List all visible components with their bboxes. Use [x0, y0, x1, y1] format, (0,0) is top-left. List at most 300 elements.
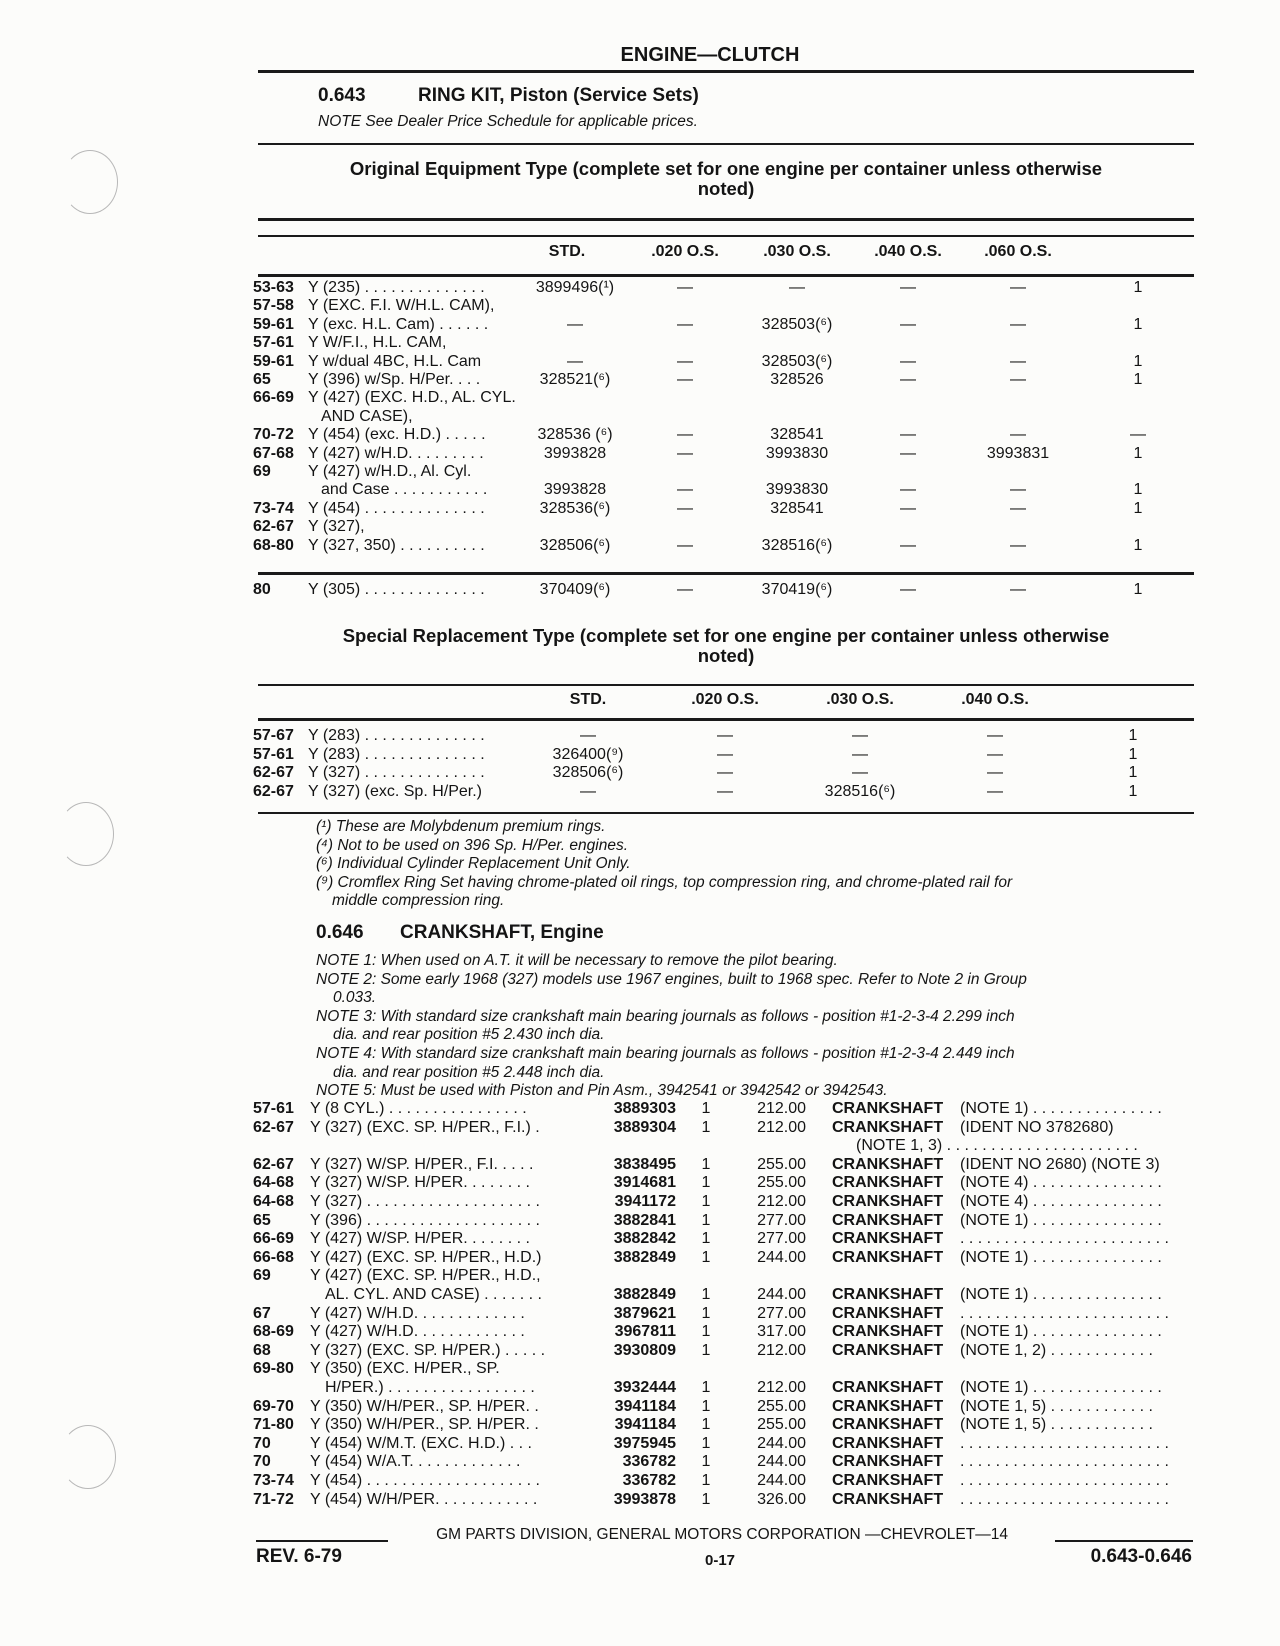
oe-c030: 3993830	[765, 444, 829, 462]
sr-std: 326400(⁹)	[552, 745, 624, 763]
crank-part-name: CRANKSHAFT	[832, 1100, 944, 1117]
oe-col-header: .020 O.S.	[651, 243, 719, 260]
sr-c020: —	[717, 745, 733, 763]
oe-c030: 328503(⁶)	[761, 315, 833, 333]
crank-part-number: 3932444	[613, 1379, 676, 1396]
crank-remark: (NOTE 1) . . . . . . . . . . . . . . .	[960, 1100, 1162, 1117]
crank-year: 62-67	[253, 1155, 294, 1173]
price-note: NOTE See Dealer Price Schedule for applicable prices.	[318, 113, 698, 130]
sr-std: —	[580, 782, 596, 800]
oe-c020: —	[677, 499, 693, 517]
crank-remark: (NOTE 1) . . . . . . . . . . . . . . .	[960, 1248, 1162, 1266]
crank-year: 66-68	[253, 1248, 294, 1266]
crank-description: Y (350) (EXC. H/PER., SP.	[310, 1360, 500, 1378]
sr-qty: 1	[1128, 764, 1138, 782]
crank-remark: . . . . . . . . . . . . . . . . . . . . . . . .	[960, 1490, 1169, 1508]
oe-c060: —	[1010, 536, 1026, 554]
oe-year: 57-61	[253, 334, 294, 352]
crank-note: NOTE 4: With standard size crankshaft main bearing journals as follows - position #1-2-3-4 2.449 inch	[316, 1045, 1015, 1062]
oe-year: 53-63	[253, 279, 294, 296]
crank-part-number: 3941184	[614, 1397, 676, 1415]
sr-c040: —	[987, 727, 1003, 744]
sr-year: 62-67	[253, 782, 294, 800]
sr-col-header: .040 O.S.	[961, 691, 1029, 708]
oe-description: Y (427) w/H.D., Al. Cyl.	[308, 463, 472, 480]
crank-description: Y (427) W/H.D. . . . . . . . . . . . .	[310, 1323, 525, 1341]
crank-qty: 1	[701, 1304, 711, 1322]
crank-price: 317.00	[757, 1323, 806, 1341]
crank-description: AL. CYL. AND CASE) . . . . . . .	[325, 1286, 542, 1303]
oe-c040: —	[900, 315, 916, 333]
binder-hole-bottom	[60, 1425, 116, 1489]
crank-part-name: CRANKSHAFT	[832, 1118, 944, 1136]
crank-description: H/PER.) . . . . . . . . . . . . . . . . .	[325, 1379, 535, 1396]
oe-c040: —	[900, 581, 916, 598]
oe-year: 66-69	[253, 389, 294, 407]
crank-price: 244.00	[757, 1453, 806, 1471]
sr-qty: 1	[1128, 782, 1138, 800]
crank-qty: 1	[701, 1211, 711, 1229]
oe-c030: 370419(⁶)	[761, 581, 833, 598]
sr-c040: —	[987, 764, 1003, 782]
oe-description: Y (454) . . . . . . . . . . . . . .	[308, 499, 485, 517]
crank-description: Y (327) (EXC. SP. H/PER., F.I.) .	[310, 1118, 540, 1136]
oe-mid-rule	[258, 235, 1194, 237]
crank-price: 212.00	[757, 1100, 806, 1117]
oe-description: Y (396) w/Sp. H/Per. . . .	[308, 371, 481, 388]
oe-std: 328536 (⁶)	[537, 426, 613, 444]
crank-part-name: CRANKSHAFT	[832, 1453, 944, 1471]
crank-part-number: 3993878	[613, 1490, 676, 1508]
crank-part-name: CRANKSHAFT	[832, 1416, 944, 1434]
oe-std: 328536(⁶)	[539, 499, 611, 517]
oe-description: Y (exc. H.L. Cam) . . . . . .	[308, 315, 489, 333]
footer-publisher: GM PARTS DIVISION, GENERAL MOTORS CORPORATION —CHEVROLET—14	[436, 1526, 1008, 1543]
oe-description: Y (454) (exc. H.D.) . . . . .	[308, 426, 486, 444]
crank-remark: (IDENT NO 2680) (NOTE 3)	[960, 1155, 1160, 1173]
crank-qty: 1	[701, 1490, 711, 1508]
oe-last-row-rule	[258, 572, 1194, 575]
oe-title-line2: noted)	[697, 178, 755, 199]
oe-qty: 1	[1133, 279, 1143, 296]
sr-year: 57-61	[253, 745, 294, 763]
crank-year: 67	[253, 1304, 271, 1322]
crank-remark: (NOTE 1) . . . . . . . . . . . . . . .	[960, 1379, 1162, 1396]
crank-part-number: 3882849	[613, 1248, 676, 1266]
oe-c040: —	[900, 481, 916, 499]
crank-price: 244.00	[757, 1434, 806, 1452]
footnote: (⁶) Individual Cylinder Replacement Unit Only.	[316, 855, 631, 872]
crank-qty: 1	[701, 1155, 711, 1173]
crank-qty: 1	[701, 1453, 711, 1471]
crank-description: Y (454) W/H/PER. . . . . . . . . . . .	[310, 1490, 538, 1508]
crank-part-number: 336782	[622, 1453, 676, 1471]
crank-qty: 1	[701, 1193, 711, 1210]
oe-description: Y W/F.I., H.L. CAM,	[308, 334, 447, 352]
sr-c020: —	[717, 782, 733, 800]
crank-qty: 1	[701, 1341, 711, 1359]
oe-c060: —	[1010, 581, 1026, 598]
crank-remark: (NOTE 1) . . . . . . . . . . . . . . .	[960, 1323, 1162, 1341]
crank-qty: 1	[701, 1323, 711, 1341]
crank-part-name: CRANKSHAFT	[832, 1286, 944, 1303]
crank-remark: (NOTE 1) . . . . . . . . . . . . . . .	[960, 1286, 1162, 1303]
crank-part-number: 3882842	[613, 1230, 676, 1248]
oe-c040: —	[900, 371, 916, 388]
oe-c020: —	[677, 481, 693, 499]
crank-price: 244.00	[757, 1248, 806, 1266]
crank-part-name: CRANKSHAFT	[832, 1490, 944, 1508]
group-title: RING KIT, Piston (Service Sets)	[418, 85, 699, 106]
sr-std: —	[580, 727, 596, 744]
oe-qty: 1	[1133, 315, 1143, 333]
crank-year: 71-80	[253, 1416, 294, 1434]
crank-part-number: 3889303	[613, 1100, 676, 1117]
oe-c030: 328541	[770, 426, 824, 444]
oe-description: Y (305) . . . . . . . . . . . . . .	[308, 581, 485, 598]
crank-year: 68-69	[253, 1323, 294, 1341]
oe-description: Y (327),	[308, 518, 365, 536]
oe-qty: 1	[1133, 444, 1143, 462]
footnote: (⁴) Not to be used on 396 Sp. H/Per. engines.	[316, 836, 629, 854]
crank-part-number: 3914681	[613, 1174, 676, 1192]
crank-year: 69-70	[253, 1397, 294, 1415]
crank-qty: 1	[701, 1248, 711, 1266]
crank-qty: 1	[701, 1472, 711, 1489]
sr-description: Y (283) . . . . . . . . . . . . . .	[308, 745, 485, 763]
oe-year: 70-72	[253, 426, 294, 444]
crank-year: 65	[253, 1211, 271, 1229]
oe-description: Y w/dual 4BC, H.L. Cam	[308, 352, 482, 370]
crank-qty: 1	[701, 1100, 711, 1117]
crank-description: Y (427) (EXC. SP. H/PER., H.D.)	[310, 1248, 542, 1266]
oe-qty: 1	[1133, 481, 1143, 499]
crank-note: 0.033.	[333, 989, 377, 1007]
sr-c020: —	[717, 764, 733, 782]
oe-c030: 328516(⁶)	[761, 536, 833, 554]
crank-group-number: 0.646	[316, 922, 364, 943]
oe-c020: —	[677, 371, 693, 388]
crank-qty: 1	[701, 1434, 711, 1452]
oe-c030: 3993830	[765, 481, 829, 499]
crank-part-name: CRANKSHAFT	[832, 1434, 944, 1452]
oe-year: 80	[253, 581, 271, 598]
oe-header-rule	[258, 274, 1194, 277]
oe-year: 69	[253, 463, 271, 480]
sr-description: Y (283) . . . . . . . . . . . . . .	[308, 727, 485, 744]
crank-remark: . . . . . . . . . . . . . . . . . . . . . . . .	[960, 1230, 1169, 1248]
crank-price: 277.00	[757, 1230, 806, 1248]
oe-top-rule	[258, 218, 1194, 221]
oe-c060: —	[1010, 371, 1026, 388]
oe-c060: —	[1010, 352, 1026, 370]
sr-qty: 1	[1128, 727, 1138, 744]
oe-description: Y (EXC. F.I. W/H.L. CAM),	[308, 297, 495, 315]
crank-remark: . . . . . . . . . . . . . . . . . . . . . . . .	[960, 1472, 1169, 1489]
oe-year: 67-68	[253, 444, 294, 462]
crank-description: Y (8 CYL.) . . . . . . . . . . . . . . . .	[310, 1100, 527, 1117]
sr-description: Y (327) (exc. Sp. H/Per.)	[308, 782, 482, 800]
oe-c020: —	[677, 426, 693, 444]
crank-year: 69	[253, 1267, 271, 1285]
sr-c040: —	[987, 745, 1003, 763]
oe-col-header: .040 O.S.	[874, 243, 942, 260]
footer-page-number: 0-17	[704, 1552, 736, 1569]
crank-remark: (NOTE 1, 5) . . . . . . . . . . . .	[960, 1416, 1153, 1434]
oe-year: 65	[253, 371, 271, 388]
crank-part-name: CRANKSHAFT	[832, 1174, 944, 1192]
binder-hole-middle	[58, 802, 114, 866]
oe-std: 3993828	[543, 444, 607, 462]
oe-year: 68-80	[253, 536, 294, 554]
oe-c040: —	[900, 279, 916, 296]
section-rule	[258, 143, 1194, 145]
crank-remark: (NOTE 1) . . . . . . . . . . . . . . .	[960, 1211, 1162, 1229]
sr-c030: 328516(⁶)	[824, 782, 896, 800]
crank-price: 255.00	[757, 1397, 806, 1415]
oe-c040: —	[900, 426, 916, 444]
sr-year: 62-67	[253, 764, 294, 782]
crank-remark: (NOTE 1, 2) . . . . . . . . . . . .	[960, 1341, 1153, 1359]
sr-description: Y (327) . . . . . . . . . . . . . .	[308, 764, 485, 782]
crank-price: 244.00	[757, 1286, 806, 1303]
sr-c030: —	[852, 727, 868, 744]
crank-part-number: 3879621	[613, 1304, 676, 1322]
crank-note: NOTE 1: When used on A.T. it will be necessary to remove the pilot bearing.	[316, 952, 838, 969]
sr-header-rule	[258, 718, 1194, 721]
oe-c040: —	[900, 444, 916, 462]
oe-description: Y (427) w/H.D. . . . . . . . .	[308, 444, 484, 462]
oe-title-line1: Original Equipment Type (complete set for one engine per container unless otherwise	[349, 158, 1103, 179]
oe-std: 3993828	[543, 481, 607, 499]
crank-qty: 1	[701, 1379, 711, 1396]
crank-qty: 1	[701, 1397, 711, 1415]
footer-revision: REV. 6-79	[256, 1546, 342, 1567]
crank-qty: 1	[701, 1174, 711, 1192]
oe-c020: —	[677, 315, 693, 333]
oe-c060: 3993831	[986, 444, 1050, 462]
crank-year: 57-61	[253, 1100, 294, 1117]
oe-col-header: STD.	[548, 243, 586, 260]
crank-description: Y (327) W/SP. H/PER., F.I. . . . .	[310, 1155, 534, 1173]
crank-description: Y (427) W/H.D. . . . . . . . . . . . .	[310, 1304, 525, 1322]
crank-year: 70	[253, 1453, 271, 1471]
crank-part-name: CRANKSHAFT	[832, 1341, 944, 1359]
footnote: middle compression ring.	[332, 892, 505, 909]
crank-year: 70	[253, 1434, 271, 1452]
group-number: 0.643	[318, 85, 366, 106]
crank-part-name: CRANKSHAFT	[832, 1397, 944, 1415]
crank-year: 62-67	[253, 1118, 294, 1136]
oe-std: 370409(⁶)	[539, 581, 611, 598]
crank-note: NOTE 3: With standard size crankshaft main bearing journals as follows - position #1-2-3-4 2.299 inch	[316, 1007, 1015, 1025]
oe-description: Y (327, 350) . . . . . . . . . .	[308, 536, 485, 554]
sr-c020: —	[717, 727, 733, 744]
crank-price: 212.00	[757, 1379, 806, 1396]
crank-description: Y (427) W/SP. H/PER. . . . . . . .	[310, 1230, 530, 1248]
crank-year: 64-68	[253, 1193, 294, 1210]
sr-c040: —	[987, 782, 1003, 800]
crank-part-name: CRANKSHAFT	[832, 1472, 944, 1489]
sr-col-header: STD.	[569, 691, 607, 708]
crank-part-number: 3889304	[613, 1118, 676, 1136]
crank-part-number: 3838495	[613, 1155, 676, 1173]
oe-std: 328506(⁶)	[539, 536, 611, 554]
crank-description: Y (427) (EXC. SP. H/PER., H.D.,	[310, 1267, 541, 1285]
crank-price: 277.00	[757, 1211, 806, 1229]
crank-description: Y (350) W/H/PER., SP. H/PER. .	[310, 1416, 539, 1434]
oe-c020: —	[677, 279, 693, 296]
crank-price: 212.00	[757, 1118, 806, 1136]
crank-group-title: CRANKSHAFT, Engine	[400, 922, 604, 943]
crank-part-name: CRANKSHAFT	[832, 1193, 944, 1210]
oe-c030: —	[789, 279, 805, 296]
crank-note: dia. and rear position #5 2.430 inch dia.	[333, 1026, 605, 1044]
crank-description: Y (327) W/SP. H/PER. . . . . . . .	[310, 1174, 530, 1192]
crank-part-number: 3930809	[613, 1341, 676, 1359]
sr-title-line1: Special Replacement Type (complete set for one engine per container unless otherwise	[342, 625, 1110, 646]
oe-qty: 1	[1133, 371, 1143, 388]
oe-col-header: .030 O.S.	[763, 243, 831, 260]
crank-part-name: CRANKSHAFT	[832, 1304, 944, 1322]
oe-c040: —	[900, 352, 916, 370]
crank-part-number: 3941184	[614, 1416, 676, 1434]
header-rule	[258, 70, 1194, 73]
binder-hole-top	[62, 150, 118, 214]
oe-qty: 1	[1133, 581, 1143, 598]
crank-remark: (NOTE 1, 5) . . . . . . . . . . . .	[960, 1397, 1153, 1415]
crank-description: Y (327) (EXC. SP. H/PER.) . . . . .	[310, 1341, 546, 1359]
crank-description: Y (350) W/H/PER., SP. H/PER. .	[310, 1397, 539, 1415]
crank-part-number: 3882849	[613, 1286, 676, 1303]
crank-part-number: 3941172	[614, 1193, 676, 1210]
crank-remark: (NOTE 1, 3) . . . . . . . . . . . . . . . . . . . . . .	[856, 1137, 1138, 1155]
section-header: ENGINE—CLUTCH	[620, 44, 800, 66]
crank-qty: 1	[701, 1416, 711, 1434]
crank-description: Y (327) . . . . . . . . . . . . . . . . . . . .	[310, 1193, 540, 1210]
crank-part-name: CRANKSHAFT	[832, 1379, 944, 1396]
crank-part-name: CRANKSHAFT	[832, 1248, 944, 1266]
crank-part-number: 3882841	[613, 1211, 676, 1229]
oe-year: 73-74	[253, 499, 294, 517]
footer-group-range: 0.643-0.646	[1090, 1546, 1192, 1567]
sr-bottom-rule	[258, 812, 1194, 814]
crank-year: 66-69	[253, 1230, 294, 1248]
crank-qty: 1	[701, 1118, 711, 1136]
crank-price: 212.00	[757, 1193, 806, 1210]
oe-c030: 328526	[770, 371, 824, 388]
crank-note: NOTE 2: Some early 1968 (327) models use 1967 engines, built to 1968 spec. Refer to Note 2 in Group	[316, 970, 1027, 988]
crank-price: 255.00	[757, 1155, 806, 1173]
oe-col-header: .060 O.S.	[984, 243, 1052, 260]
footnote: (¹) These are Molybdenum premium rings.	[316, 818, 606, 835]
crank-description: Y (454) . . . . . . . . . . . . . . . . . . . .	[310, 1472, 540, 1489]
oe-qty: 1	[1133, 536, 1143, 554]
crank-part-name: CRANKSHAFT	[832, 1155, 944, 1173]
oe-c030: 328541	[770, 499, 824, 517]
oe-c020: —	[677, 581, 693, 598]
footer-rule-left	[256, 1540, 388, 1542]
footnote: (⁹) Cromflex Ring Set having chrome-plated oil rings, top compression ring, and chrome-plated rail for	[316, 873, 1013, 891]
crank-description: Y (454) W/A.T. . . . . . . . . . . . .	[310, 1453, 521, 1471]
crank-price: 255.00	[757, 1416, 806, 1434]
oe-description: and Case . . . . . . . . . . .	[321, 481, 488, 499]
oe-c020: —	[677, 536, 693, 554]
oe-c060: —	[1010, 499, 1026, 517]
crank-note: dia. and rear position #5 2.448 inch dia.	[333, 1063, 605, 1081]
oe-year: 57-58	[253, 297, 294, 315]
sr-year: 57-67	[253, 727, 294, 744]
sr-c030: —	[852, 745, 868, 763]
oe-c060: —	[1010, 315, 1026, 333]
crank-part-number: 3967811	[614, 1323, 676, 1341]
crank-part-name: CRANKSHAFT	[832, 1211, 944, 1229]
oe-c030: 328503(⁶)	[761, 352, 833, 370]
oe-description: Y (427) (EXC. H.D., AL. CYL.	[308, 389, 516, 407]
crank-year: 68	[253, 1341, 271, 1359]
oe-qty: 1	[1133, 352, 1143, 370]
sr-std: 328506(⁶)	[552, 764, 624, 782]
sr-title-line2: noted)	[697, 645, 755, 666]
oe-qty: —	[1130, 426, 1146, 444]
crank-remark: (NOTE 4) . . . . . . . . . . . . . . .	[960, 1174, 1162, 1192]
oe-c040: —	[900, 499, 916, 517]
crank-year: 73-74	[253, 1472, 294, 1489]
oe-std: —	[567, 315, 583, 333]
sr-qty: 1	[1128, 745, 1138, 763]
crank-price: 212.00	[757, 1341, 806, 1359]
crank-remark: . . . . . . . . . . . . . . . . . . . . . . . .	[960, 1434, 1169, 1452]
sr-c030: —	[852, 764, 868, 782]
crank-description: Y (396) . . . . . . . . . . . . . . . . . . . .	[310, 1211, 540, 1229]
oe-c060: —	[1010, 279, 1026, 296]
oe-c020: —	[677, 352, 693, 370]
oe-std: 328521(⁶)	[539, 371, 611, 388]
crank-price: 255.00	[757, 1174, 806, 1192]
crank-part-name: CRANKSHAFT	[832, 1230, 944, 1248]
oe-year: 59-61	[253, 352, 294, 370]
oe-c060: —	[1010, 426, 1026, 444]
crank-price: 277.00	[757, 1304, 806, 1322]
sr-col-header: .020 O.S.	[691, 691, 759, 708]
oe-qty: 1	[1133, 499, 1143, 517]
crank-remark: (IDENT NO 3782680)	[960, 1118, 1114, 1136]
crank-price: 326.00	[757, 1490, 806, 1508]
crank-year: 71-72	[253, 1490, 294, 1508]
crank-part-name: CRANKSHAFT	[832, 1323, 944, 1341]
oe-year: 59-61	[253, 315, 294, 333]
footer-rule-right	[1055, 1540, 1193, 1542]
oe-c020: —	[677, 444, 693, 462]
crank-description: Y (454) W/M.T. (EXC. H.D.) . . .	[310, 1434, 532, 1452]
crank-remark: . . . . . . . . . . . . . . . . . . . . . . . .	[960, 1304, 1169, 1322]
crank-price: 244.00	[757, 1472, 806, 1489]
sr-top-rule	[258, 684, 1194, 686]
oe-c060: —	[1010, 481, 1026, 499]
crank-part-number: 3975945	[613, 1434, 676, 1452]
oe-description: Y (235) . . . . . . . . . . . . . .	[308, 279, 485, 296]
oe-description: AND CASE),	[321, 407, 413, 425]
oe-c040: —	[900, 536, 916, 554]
oe-year: 62-67	[253, 518, 294, 536]
crank-qty: 1	[701, 1230, 711, 1248]
crank-year: 64-68	[253, 1174, 294, 1192]
oe-std: 3899496(¹)	[535, 279, 615, 296]
crank-qty: 1	[701, 1286, 711, 1303]
crank-remark: . . . . . . . . . . . . . . . . . . . . . . . .	[960, 1453, 1169, 1471]
crank-year: 69-80	[253, 1360, 294, 1378]
sr-col-header: .030 O.S.	[826, 691, 894, 708]
